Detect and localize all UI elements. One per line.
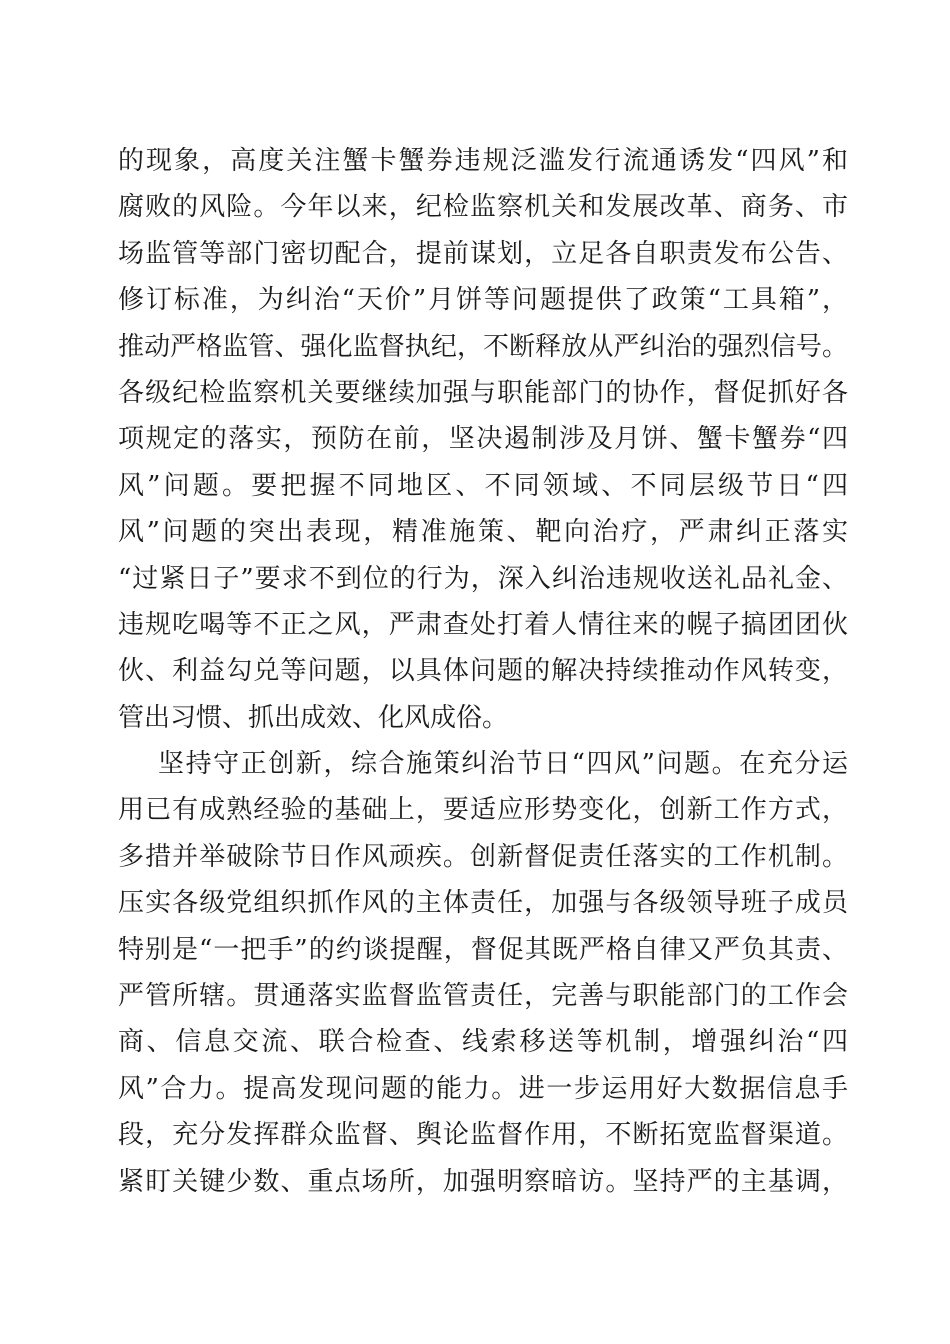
text-line: “过紧日子”要求不到位的行为，深入纠治违规收送礼品礼金、 (118, 563, 848, 594)
text-line: 用已有成熟经验的基础上，要适应形势变化，创新工作方式， (118, 795, 848, 826)
text-line: 风”问题。要把握不同地区、不同领域、不同层级节日“四 (118, 470, 848, 501)
text-line: 腐败的风险。今年以来，纪检监察机关和发展改革、商务、市 (118, 192, 848, 223)
text-line: 多措并举破除节日作风顽疾。创新督促责任落实的工作机制。 (118, 841, 848, 872)
text-line: 商、信息交流、联合检查、线索移送等机制，增强纠治“四 (118, 1027, 848, 1058)
text-line: 管出习惯、抓出成效、化风成俗。 (118, 702, 509, 733)
text-line: 修订标准，为纠治“天价”月饼等问题提供了政策“工具箱”， (118, 285, 848, 316)
text-line: 段，充分发挥群众监督、舆论监督作用，不断拓宽监督渠道。 (118, 1120, 848, 1151)
text-line: 场监管等部门密切配合，提前谋划，立足各自职责发布公告、 (118, 238, 848, 269)
text-line: 伙、利益勾兑等问题，以具体问题的解决持续推动作风转变， (118, 656, 848, 687)
text-line: 各级纪检监察机关要继续加强与职能部门的协作，督促抓好各 (118, 377, 848, 408)
text-line: 推动严格监管、强化监督执纪，不断释放从严纠治的强烈信号。 (118, 331, 848, 362)
text-line: 风”问题的突出表现，精准施策、靶向治疗，严肃纠正落实 (118, 517, 848, 548)
text-line: 的现象，高度关注蟹卡蟹券违规泛滥发行流通诱发“四风”和 (118, 146, 848, 176)
text-line: 违规吃喝等不正之风，严肃查处打着人情往来的幌子搞团团伙 (118, 609, 848, 640)
document-body (118, 138, 848, 1205)
text-line: 严管所辖。贯通落实监督监管责任，完善与职能部门的工作会 (118, 981, 848, 1012)
text-line: 特别是“一把手”的约谈提醒，督促其既严格自律又严负其责、 (118, 934, 848, 965)
text-line: 压实各级党组织抓作风的主体责任，加强与各级领导班子成员 (118, 888, 848, 919)
text-line: 紧盯关键少数、重点场所，加强明察暗访。坚持严的主基调， (118, 1166, 848, 1197)
paragraph-2 (118, 741, 848, 1205)
text-line: 坚持守正创新，综合施策纠治节日“四风”问题。在充分运 (158, 749, 848, 780)
text-line: 项规定的落实，预防在前，坚决遏制涉及月饼、蟹卡蟹券“四 (118, 424, 848, 455)
paragraph-1 (118, 138, 848, 741)
text-line: 风”合力。提高发现问题的能力。进一步运用好大数据信息手 (118, 1073, 848, 1104)
